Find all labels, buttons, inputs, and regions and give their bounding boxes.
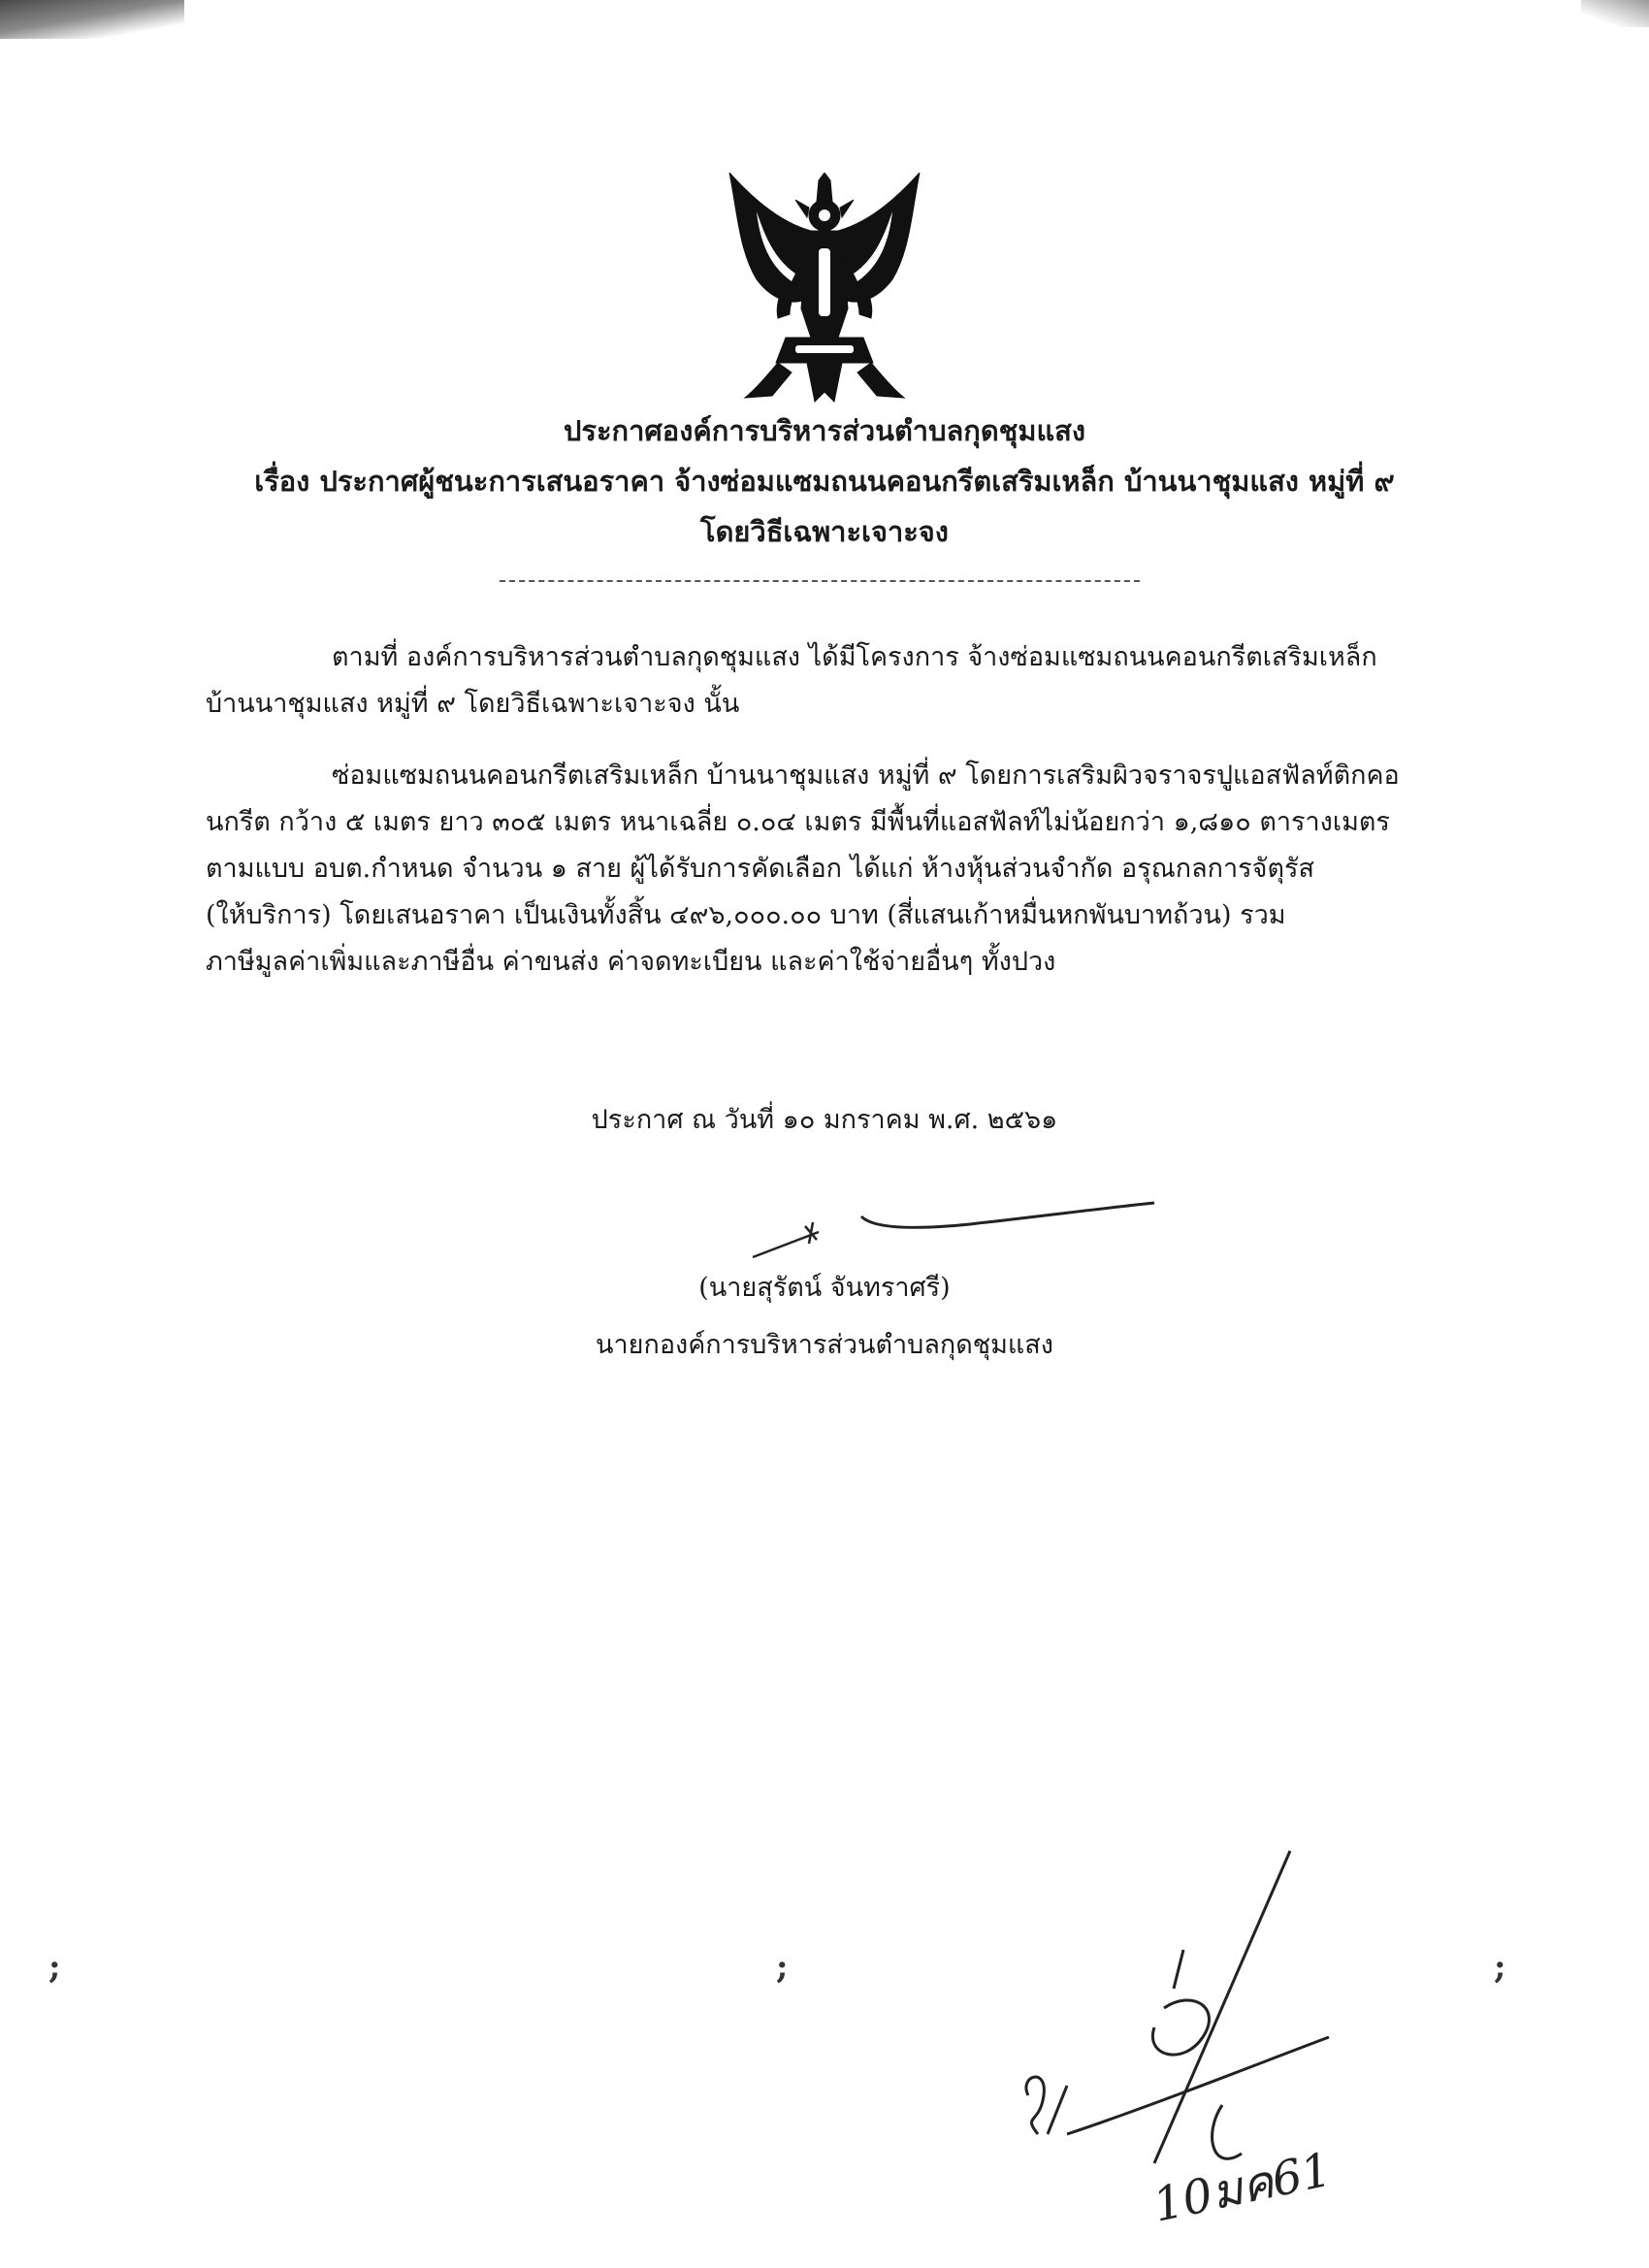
scan-corner-shadow [0, 0, 184, 39]
tick-mark: ; [1494, 1948, 1506, 1987]
announcement-date: ประกาศ ณ วันที่ ๑๐ มกราคม พ.ศ. ๒๕๖๑ [591, 1105, 1058, 1135]
signer-title: นายกองค์การบริหารส่วนตำบลกุดชุมแสง [596, 1330, 1053, 1360]
tick-mark: ; [48, 1948, 61, 1987]
paragraph-line: ซ่อมแซมถนนคอนกรีตเสริมเหล็ก บ้านนาชุมแสง หมู่ที่ ๙ โดยการเสริมผิวจราจรปูแอสฟัลท์ติกคอ [332, 761, 1400, 791]
scan-corner-shadow-right [1581, 0, 1649, 27]
handwritten-date-note: 10มค61 [1148, 2142, 1337, 2233]
garuda-emblem [718, 173, 931, 405]
signature-mark [747, 1183, 1174, 1261]
paragraph-intro [206, 634, 1447, 728]
announcement-heading: ประกาศองค์การบริหารส่วนตำบลกุดชุมแสง [563, 414, 1085, 447]
paragraph-line: ตามที่ องค์การบริหารส่วนตำบลกุดชุมแสง ได้มีโครงการ จ้างซ่อมแซมถนนคอนกรีตเสริมเหล็ก [332, 642, 1377, 672]
signer-name: (นายสุรัตน์ จันทราศรี) [698, 1273, 951, 1303]
paragraph-line: ตามแบบ อบต.กำหนด จำนวน ๑ สาย ผู้ได้รับการคัดเลือก ได้แก่ ห้างหุ้นส่วนจำกัด อรุณกลการจัตุรัส [206, 854, 1315, 884]
announcement-method: โดยวิธีเฉพาะเจาะจง [700, 515, 949, 548]
dashed-divider [500, 580, 1140, 582]
paragraph-details [206, 753, 1447, 986]
paragraph-line: นกรีต กว้าง ๕ เมตร ยาว ๓๐๕ เมตร หนาเฉลี่ย ๐.๐๔ เมตร มีพื้นที่แอสฟัลท์ไม่น้อยกว่า ๑,๘๑๐ ตารางเมตร [206, 807, 1390, 837]
handwritten-initials [1009, 1843, 1397, 2251]
tick-mark: ; [776, 1948, 789, 1987]
paragraph-line: ภาษีมูลค่าเพิ่มและภาษีอื่น ค่าขนส่ง ค่าจดทะเบียน และค่าใช้จ่ายอื่นๆ ทั้งปวง [206, 947, 1056, 977]
announcement-subject: เรื่อง ประกาศผู้ชนะการเสนอราคา จ้างซ่อมแซมถนนคอนกรีตเสริมเหล็ก บ้านนาชุมแสง หมู่ที่ ๙ [254, 465, 1395, 498]
paragraph-line: บ้านนาชุมแสง หมู่ที่ ๙ โดยวิธีเฉพาะเจาะจง นั้น [206, 689, 740, 719]
paragraph-line: (ให้บริการ) โดยเสนอราคา เป็นเงินทั้งสิ้น ๔๙๖,๐๐๐.๐๐ บาท (สี่แสนเก้าหมื่นหกพันบาทถ้วน) รวม [206, 900, 1286, 930]
